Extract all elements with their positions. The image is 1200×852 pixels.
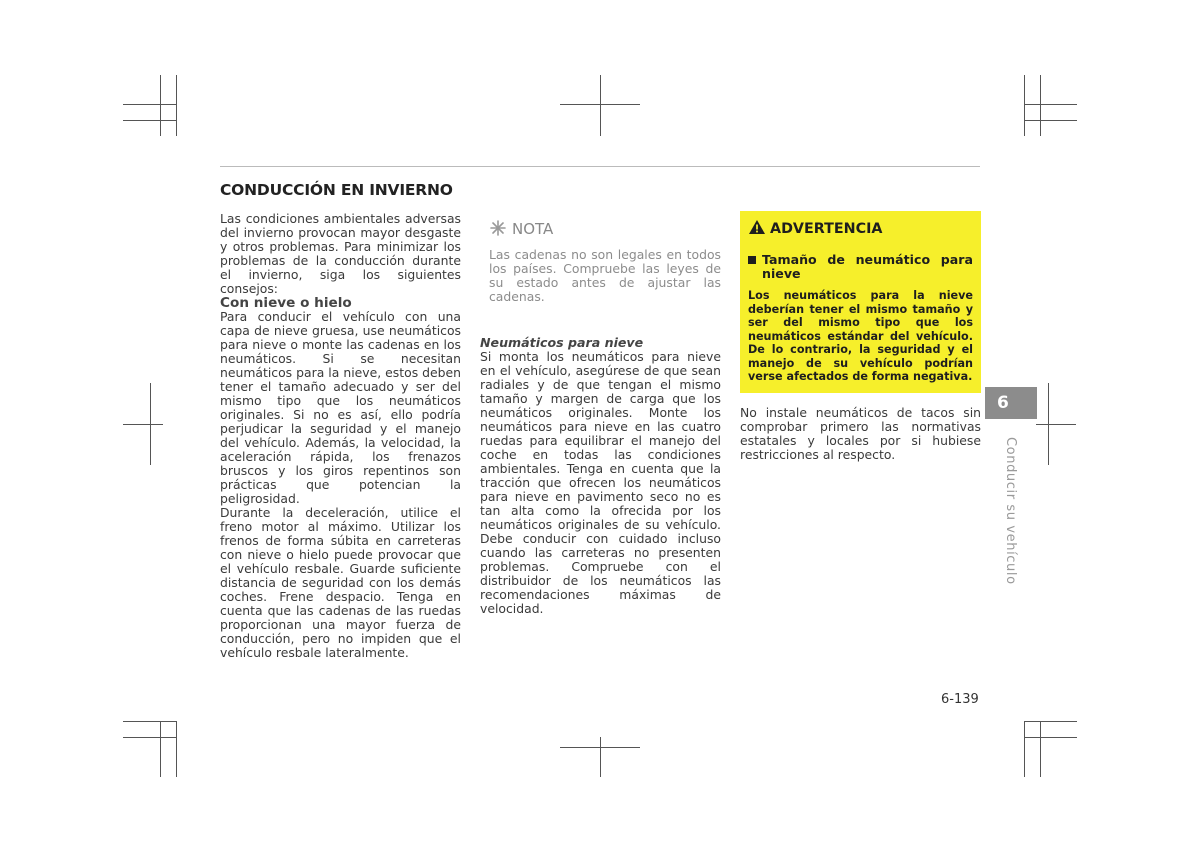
body-paragraph: Si monta los neumáticos para nieve en el vehículo, asegúrese de que sean radiales y de que tengan el mismo tamaño y margen de carga que los neumáticos originales. Monte los neumáticos para nieve en las cuatro ruedas para equilibrar el manejo del coche en todas las condiciones ambientales. Tenga en cuenta que la tracción que ofrecen los neumáticos para nieve en pavimento seco no es tan alta como la ofrecida por los neumáticos originales de su vehículo. Debe conducir con cuidado incluso cuando las carreteras no presenten problemas. Compruebe con el distribuidor de los neumáticos las recomendaciones máximas de velocidad.	[480, 349, 721, 616]
crop-mark	[1040, 75, 1041, 136]
crop-mark	[176, 721, 177, 777]
crop-mark	[1024, 721, 1025, 777]
warning-subtitle-text: Tamaño de neumático para nieve	[762, 252, 973, 281]
warning-text: Los neumáticos para la nieve deberían tener el mismo tamaño y ser del mismo tipo que los neumáticos estándar del vehículo. De lo contrario, la seguridad y el manejo de su vehículo podrían verse afectados de forma negativa.	[748, 289, 973, 383]
header-rule	[220, 166, 980, 167]
warning-box	[740, 211, 981, 393]
crop-mark	[123, 120, 176, 121]
crop-mark	[600, 75, 601, 136]
bullet-square-icon	[748, 256, 756, 264]
warning-triangle-icon	[748, 219, 766, 238]
crop-mark	[1024, 104, 1077, 105]
intro-paragraph: Las condiciones ambientales adversas del invierno provocan mayor desgaste y otros problemas. Para minimizar los problemas de la conducción durante el invierno, siga los siguientes consejos:	[220, 211, 461, 296]
crop-mark	[1024, 721, 1077, 722]
crop-mark	[123, 721, 176, 722]
body-paragraph: No instale neumáticos de tacos sin comprobar primero las normativas estatales y locales por si hubiese restricciones al respecto.	[740, 404, 981, 462]
crop-mark	[150, 383, 151, 465]
chapter-tab: 6	[985, 387, 1037, 419]
crop-mark	[1024, 120, 1077, 121]
column-middle	[480, 220, 721, 616]
warning-title: ADVERTENCIA	[770, 220, 883, 237]
crop-mark	[1024, 75, 1025, 136]
note-text: Las cadenas no son legales en todos los países. Compruebe las leyes de su estado antes de ajustar las cadenas.	[489, 247, 721, 304]
crop-mark	[176, 75, 177, 136]
section-heading-snow-tires: Neumáticos para nieve	[480, 335, 644, 350]
body-paragraph: Para conducir el vehículo con una capa de nieve gruesa, use neumáticos para nieve o monte las cadenas en los neumáticos. Si se necesitan neumáticos para la nieve, estos deben tener el tamaño adecuado y ser del mismo tipo que los neumáticos originales. Si no es así, ello podría perjudicar la seguridad y el manejo del vehículo. Además, la velocidad, la aceleración rápida, los frenazos bruscos y los giros repentinos son prácticas que potencian la peligrosidad.	[220, 309, 461, 506]
crop-mark	[123, 424, 163, 425]
column-right	[740, 211, 981, 462]
crop-mark	[1036, 424, 1076, 425]
crop-mark	[1048, 383, 1049, 465]
crop-mark	[160, 75, 161, 136]
crop-mark	[160, 721, 161, 777]
warning-subtitle	[748, 253, 973, 281]
crop-mark	[123, 737, 176, 738]
crop-mark	[1040, 721, 1041, 777]
page-number: 6-139	[941, 692, 979, 707]
asterisk-icon	[490, 220, 506, 238]
body-paragraph: Durante la deceleración, utilice el freno motor al máximo. Utilizar los frenos de forma súbita en carreteras con nieve o hielo puede provocar que el vehículo resbale. Guarde suficiente distancia de seguridad con los demás coches. Frene despacio. Tenga en cuenta que las cadenas de las ruedas proporcionan una mayor fuerza de conducción, pero no impiden que el vehículo resbale lateralmente.	[220, 505, 461, 660]
note-header	[490, 220, 721, 238]
chapter-side-label: Conducir su vehículo	[1003, 437, 1018, 585]
warning-header	[748, 219, 973, 238]
page-title: CONDUCCIÓN EN INVIERNO	[220, 181, 453, 199]
crop-mark	[1024, 737, 1077, 738]
section-heading-snow-ice: Con nieve o hielo	[220, 295, 352, 311]
note-title: NOTA	[512, 220, 554, 238]
crop-mark	[600, 737, 601, 777]
column-left	[220, 212, 461, 660]
crop-mark	[123, 104, 176, 105]
